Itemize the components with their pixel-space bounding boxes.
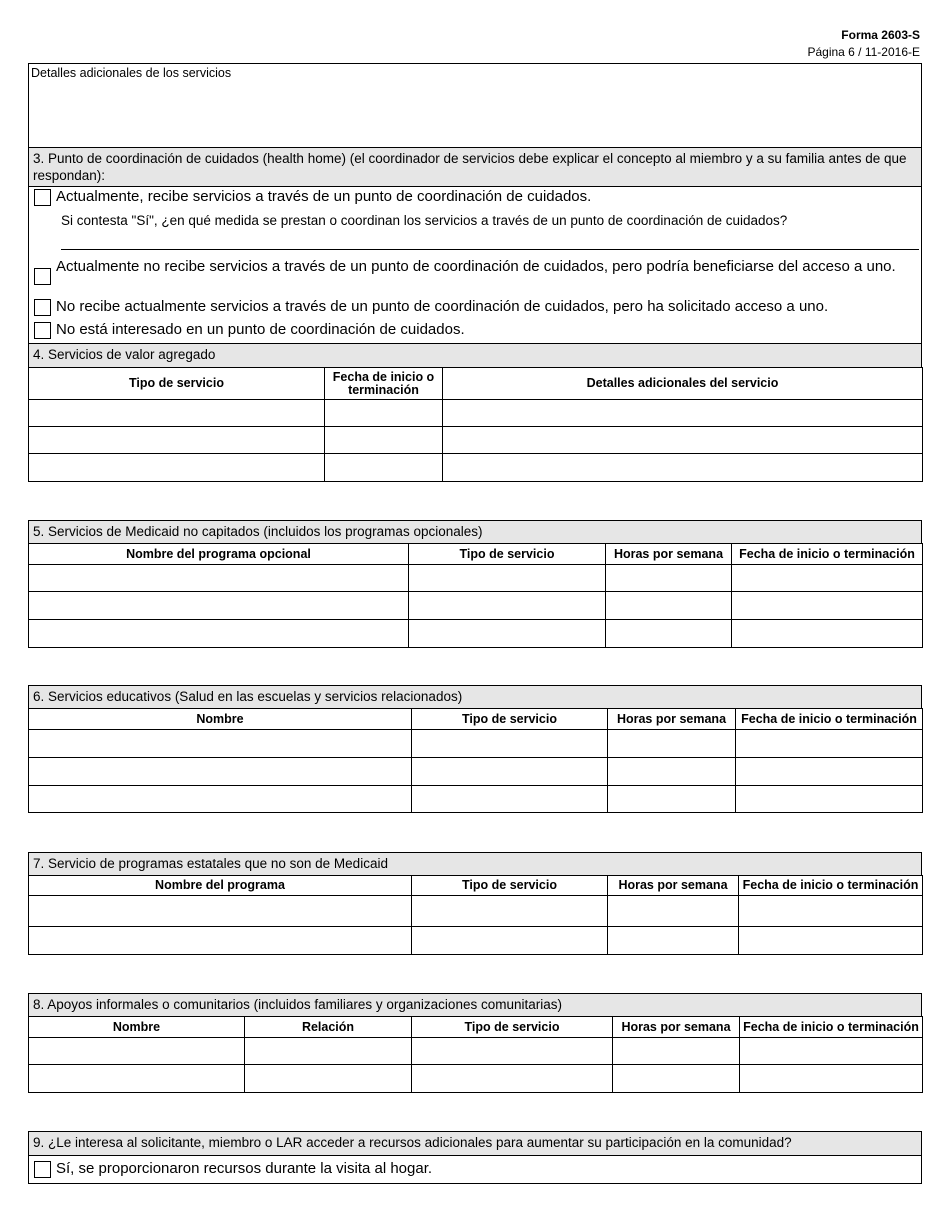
table-row [29, 1038, 923, 1065]
column-header: Tipo de servicio [409, 544, 606, 565]
table-cell[interactable] [29, 592, 409, 620]
educational-services-table [28, 708, 923, 813]
option-receives-health-home: Actualmente, recibe servicios a través de un punto de coordinación de cuidados. [56, 188, 592, 205]
table-cell[interactable] [29, 1038, 245, 1065]
checkbox-not-interested[interactable] [34, 322, 51, 339]
table-cell[interactable] [412, 896, 608, 927]
option-not-interested: No está interesado en un punto de coordinación de cuidados. [56, 321, 465, 338]
table-cell[interactable] [412, 758, 608, 786]
table-cell[interactable] [443, 400, 923, 427]
table-cell[interactable] [732, 592, 923, 620]
table-cell[interactable] [736, 758, 923, 786]
table-cell[interactable] [443, 427, 923, 454]
section-9-title: 9. ¿Le interesa al solicitante, miembro o LAR acceder a recursos adicionales para aumentar su participación en la comunidad? [28, 1131, 922, 1156]
table-cell[interactable] [606, 565, 732, 592]
table-row [29, 1065, 923, 1093]
table-cell[interactable] [732, 620, 923, 648]
column-header: Fecha de inicio o terminación [325, 368, 443, 400]
additional-details-label: Detalles adicionales de los servicios [31, 66, 232, 80]
table-cell[interactable] [29, 896, 412, 927]
column-header: Horas por semana [606, 544, 732, 565]
column-header: Fecha de inicio o terminación [739, 876, 923, 896]
table-cell[interactable] [325, 427, 443, 454]
section-8-title: 8. Apoyos informales o comunitarios (incluidos familiares y organizaciones comunitarias) [28, 993, 922, 1017]
table-cell[interactable] [608, 730, 736, 758]
state-programs-table [28, 875, 923, 955]
table-row [29, 400, 923, 427]
informal-supports-table [28, 1016, 923, 1093]
column-header: Relación [245, 1017, 412, 1038]
column-header: Nombre del programa opcional [29, 544, 409, 565]
table-cell[interactable] [608, 896, 739, 927]
table-cell[interactable] [412, 730, 608, 758]
column-header: Horas por semana [608, 709, 736, 730]
table-row [29, 620, 923, 648]
checkbox-could-benefit[interactable] [34, 268, 51, 285]
section-5-title: 5. Servicios de Medicaid no capitados (incluidos los programas opcionales) [28, 520, 922, 544]
column-header: Nombre [29, 709, 412, 730]
section-4-title: 4. Servicios de valor agregado [28, 343, 922, 368]
table-cell[interactable] [409, 565, 606, 592]
table-cell[interactable] [732, 565, 923, 592]
table-row [29, 565, 923, 592]
table-cell[interactable] [325, 400, 443, 427]
table-cell[interactable] [29, 730, 412, 758]
table-cell[interactable] [325, 454, 443, 482]
value-added-services-table [28, 367, 923, 482]
table-cell[interactable] [740, 1065, 923, 1093]
table-cell[interactable] [245, 1038, 412, 1065]
table-cell[interactable] [29, 758, 412, 786]
table-row [29, 427, 923, 454]
table-cell[interactable] [29, 454, 325, 482]
column-header: Horas por semana [608, 876, 739, 896]
table-row [29, 758, 923, 786]
additional-details-field[interactable] [28, 63, 922, 148]
table-row [29, 927, 923, 955]
table-cell[interactable] [412, 1038, 613, 1065]
table-cell[interactable] [443, 454, 923, 482]
table-cell[interactable] [740, 1038, 923, 1065]
option-resources-provided: Sí, se proporcionaron recursos durante la visita al hogar. [56, 1160, 433, 1177]
table-cell[interactable] [29, 786, 412, 813]
table-row [29, 454, 923, 482]
option-requested-access: No recibe actualmente servicios a través de un punto de coordinación de cuidados, pero ha solicitado acceso a uno. [56, 298, 829, 315]
followup-question: Si contesta "Sí", ¿en qué medida se prestan o coordinan los servicios a través de un punto de coordinación de cuidados? [61, 213, 788, 228]
table-cell[interactable] [29, 400, 325, 427]
table-cell[interactable] [606, 620, 732, 648]
section-7-title: 7. Servicio de programas estatales que no son de Medicaid [28, 852, 922, 876]
table-cell[interactable] [412, 786, 608, 813]
table-cell[interactable] [409, 592, 606, 620]
column-header: Detalles adicionales del servicio [443, 368, 923, 400]
table-cell[interactable] [29, 620, 409, 648]
table-cell[interactable] [736, 786, 923, 813]
column-header: Fecha de inicio o terminación [732, 544, 923, 565]
column-header: Tipo de servicio [412, 876, 608, 896]
checkbox-requested-access[interactable] [34, 299, 51, 316]
table-row [29, 730, 923, 758]
table-row [29, 896, 923, 927]
table-row [29, 786, 923, 813]
checkbox-resources-provided[interactable] [34, 1161, 51, 1178]
table-cell[interactable] [608, 786, 736, 813]
page-info: Página 6 / 11-2016-E [807, 45, 920, 59]
table-cell[interactable] [29, 927, 412, 955]
table-cell[interactable] [409, 620, 606, 648]
option-could-benefit: Actualmente no recibe servicios a través de un punto de coordinación de cuidados, pero podría beneficiarse del acceso a uno. [56, 258, 896, 275]
medicaid-non-capitated-table [28, 543, 923, 648]
column-header: Tipo de servicio [29, 368, 325, 400]
column-header: Tipo de servicio [412, 1017, 613, 1038]
followup-answer-line[interactable] [61, 249, 919, 250]
table-cell[interactable] [29, 427, 325, 454]
table-cell[interactable] [29, 565, 409, 592]
column-header: Tipo de servicio [412, 709, 608, 730]
table-cell[interactable] [608, 927, 739, 955]
column-header: Horas por semana [613, 1017, 740, 1038]
checkbox-receives-health-home[interactable] [34, 189, 51, 206]
table-cell[interactable] [613, 1065, 740, 1093]
table-cell[interactable] [613, 1038, 740, 1065]
table-cell[interactable] [412, 927, 608, 955]
column-header: Nombre [29, 1017, 245, 1038]
section-3-title: 3. Punto de coordinación de cuidados (health home) (el coordinador de servicios debe explicar el concepto al miembro y a su familia antes de que respondan): [28, 147, 922, 187]
table-row [29, 592, 923, 620]
table-cell[interactable] [736, 730, 923, 758]
table-cell[interactable] [412, 1065, 613, 1093]
form-number: Forma 2603-S [841, 28, 920, 42]
table-cell[interactable] [739, 927, 923, 955]
table-cell[interactable] [739, 896, 923, 927]
section-6-title: 6. Servicios educativos (Salud en las escuelas y servicios relacionados) [28, 685, 922, 709]
column-header: Nombre del programa [29, 876, 412, 896]
column-header: Fecha de inicio o terminación [736, 709, 923, 730]
table-cell[interactable] [606, 592, 732, 620]
table-cell[interactable] [608, 758, 736, 786]
table-cell[interactable] [29, 1065, 245, 1093]
table-cell[interactable] [245, 1065, 412, 1093]
column-header: Fecha de inicio o terminación [740, 1017, 923, 1038]
